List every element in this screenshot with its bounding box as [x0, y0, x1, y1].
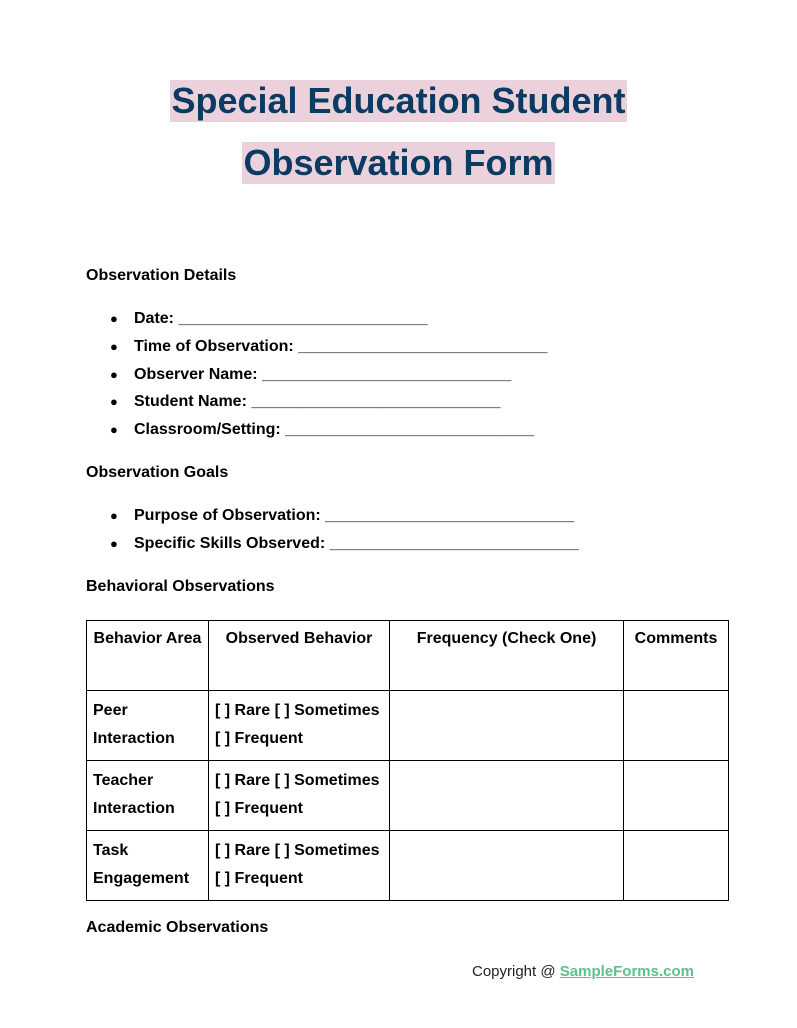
section-heading-behavioral: Behavioral Observations: [86, 578, 275, 595]
bullet-icon: ●: [110, 338, 118, 354]
section-heading-academic: Academic Observations: [86, 919, 269, 936]
behavior-table: [86, 620, 729, 901]
behavior-area-cell: Task Engagement: [87, 831, 209, 901]
field-label: Specific Skills Observed:: [134, 534, 326, 552]
field-date[interactable]: [86, 305, 547, 333]
frequency-cell[interactable]: [390, 691, 624, 761]
frequency-cell[interactable]: [390, 831, 624, 901]
comments-cell[interactable]: [624, 761, 729, 831]
observed-behavior-cell[interactable]: [ ] Rare [ ] Sometimes [ ] Frequent: [209, 831, 390, 901]
field-purpose-of-observation[interactable]: [86, 502, 579, 530]
field-specific-skills-observed[interactable]: [86, 530, 579, 558]
bullet-icon: ●: [110, 311, 118, 326]
bullet-icon: ●: [110, 508, 118, 523]
field-blank[interactable]: ____________________________: [325, 507, 575, 524]
field-blank[interactable]: ____________________________: [329, 534, 579, 552]
field-blank[interactable]: ____________________________: [285, 421, 535, 439]
field-classroom-setting[interactable]: [86, 416, 547, 444]
title-line-2: Observation Form: [243, 142, 554, 183]
copyright-text: Copyright @: [472, 963, 560, 980]
bullet-icon: ●: [110, 422, 118, 438]
section-heading-details: Observation Details: [86, 267, 237, 284]
observed-behavior-cell[interactable]: [ ] Rare [ ] Sometimes [ ] Frequent: [209, 691, 390, 761]
behavior-area-cell: Peer Interaction: [87, 691, 209, 761]
column-header-comments: Comments: [624, 621, 729, 691]
column-header-behavior-area: Behavior Area: [87, 621, 209, 691]
title-line-1: Special Education Student: [171, 80, 626, 121]
field-label: Student Name:: [134, 393, 247, 411]
field-time-of-observation[interactable]: [86, 333, 547, 361]
field-blank[interactable]: ____________________________: [251, 393, 501, 411]
field-observer-name[interactable]: [86, 361, 547, 389]
field-student-name[interactable]: [86, 388, 547, 416]
sampleforms-link[interactable]: SampleForms.com: [559, 963, 694, 980]
field-label: Observer Name:: [134, 365, 258, 383]
comments-cell[interactable]: [624, 691, 729, 761]
field-label: Purpose of Observation:: [134, 507, 321, 524]
frequency-cell[interactable]: [390, 761, 624, 831]
field-label: Date:: [134, 310, 175, 327]
field-blank[interactable]: ____________________________: [262, 365, 512, 383]
table-header-row: [87, 621, 729, 691]
observed-behavior-cell[interactable]: [ ] Rare [ ] Sometimes [ ] Frequent: [209, 761, 390, 831]
field-label: Time of Observation:: [134, 337, 294, 355]
bullet-icon: ●: [110, 394, 118, 410]
goals-field-list: [86, 502, 579, 558]
form-title: [0, 80, 797, 184]
column-header-frequency: Frequency (Check One): [390, 621, 624, 691]
details-field-list: [86, 305, 547, 444]
behavior-area-cell: Teacher Interaction: [87, 761, 209, 831]
bullet-icon: ●: [110, 366, 118, 382]
comments-cell[interactable]: [624, 831, 729, 901]
table-row: [87, 761, 729, 831]
field-blank[interactable]: ____________________________: [178, 310, 428, 327]
column-header-observed-behavior: Observed Behavior: [209, 621, 390, 691]
field-label: Classroom/Setting:: [134, 421, 281, 439]
table-row: [87, 831, 729, 901]
copyright-footer: [472, 962, 694, 982]
table-row: [87, 691, 729, 761]
field-blank[interactable]: ____________________________: [298, 337, 548, 355]
bullet-icon: ●: [110, 535, 118, 551]
section-heading-goals: Observation Goals: [86, 464, 229, 481]
